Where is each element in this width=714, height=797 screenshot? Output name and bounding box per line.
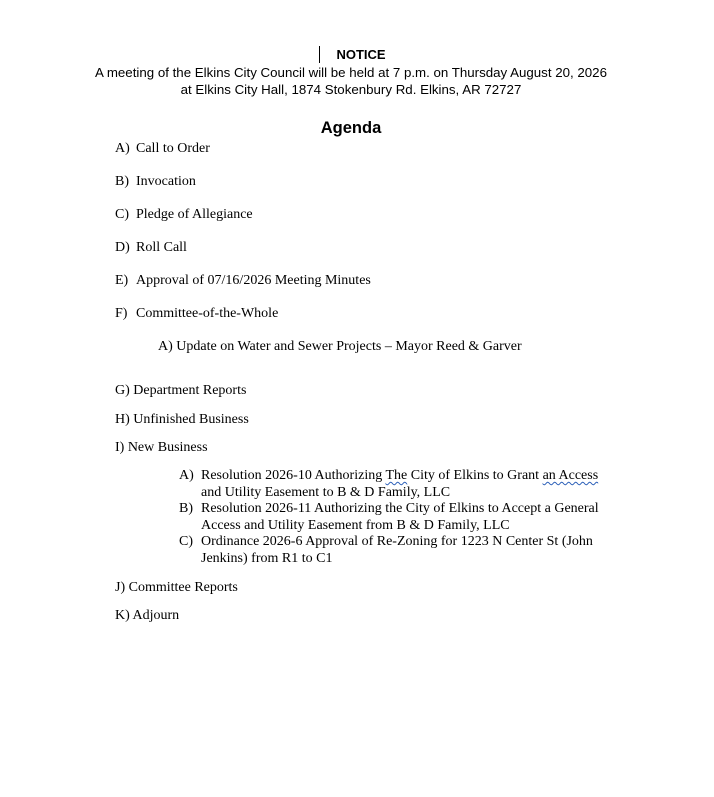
agenda-item-text: Approval of 07/16/2026 Meeting Minutes — [136, 273, 371, 288]
agenda-item-text: Committee-of-the-Whole — [136, 306, 279, 321]
sub-item-line: Ordinance 2026-6 Approval of Re-Zoning for 1223 N Center St (John — [201, 534, 593, 549]
sub-item-line — [201, 468, 598, 484]
agenda-item-committee-of-the-whole — [115, 306, 278, 322]
agenda-item-pledge — [115, 207, 253, 223]
new-business-item-ordinance-2026-6 — [179, 534, 629, 568]
spelling-marked-phrase: an Access — [542, 468, 599, 483]
agenda-item-department-reports: G) Department Reports — [115, 383, 247, 398]
sub-item-text: City of Elkins to Grant — [407, 468, 543, 483]
notice-title: NOTICE — [336, 47, 386, 62]
sub-item-letter: A) — [179, 468, 194, 483]
agenda-item-text: Roll Call — [136, 240, 187, 255]
agenda-item-adjourn: K) Adjourn — [115, 608, 180, 623]
agenda-item-invocation — [115, 174, 196, 190]
agenda-item-roll-call — [115, 240, 187, 256]
agenda-item-text: Pledge of Allegiance — [136, 207, 253, 222]
agenda-item-text: Call to Order — [136, 141, 210, 156]
new-business-item-resolution-2026-11 — [179, 501, 629, 535]
agenda-title: Agenda — [320, 119, 382, 137]
sub-item-line-2: Access and Utility Easement from B & D Family, LLC — [201, 518, 510, 533]
spelling-marked-word: The — [385, 468, 408, 483]
new-business-item-resolution-2026-10 — [179, 468, 629, 502]
agenda-item-minutes-approval — [115, 273, 371, 289]
agenda-item-letter: F) — [115, 306, 128, 321]
agenda-item-new-business: I) New Business — [115, 440, 208, 455]
agenda-item-unfinished-business: H) Unfinished Business — [115, 412, 249, 427]
agenda-item-text: Invocation — [136, 174, 196, 189]
notice-location-line: at Elkins City Hall, 1874 Stokenbury Rd. Elkins, AR 72727 — [180, 82, 522, 97]
sub-item-text: Resolution 2026-10 Authorizing — [201, 468, 386, 483]
sub-item-letter: C) — [179, 534, 193, 549]
sub-item-letter: B) — [179, 501, 193, 516]
agenda-item-letter: D) — [115, 240, 130, 255]
agenda-subitem-water-sewer-update: A) Update on Water and Sewer Projects – Mayor Reed & Garver — [158, 339, 522, 354]
agenda-item-committee-reports: J) Committee Reports — [115, 580, 238, 595]
sub-item-line: Resolution 2026-11 Authorizing the City of Elkins to Accept a General — [201, 501, 599, 516]
agenda-item-letter: B) — [115, 174, 129, 189]
agenda-item-letter: A) — [115, 141, 130, 156]
sub-item-line-2: and Utility Easement to B & D Family, LLC — [201, 485, 451, 500]
notice-meeting-line: A meeting of the Elkins City Council will be held at 7 p.m. on Thursday August 20, 2026 — [95, 65, 607, 80]
agenda-item-call-to-order — [115, 141, 210, 157]
agenda-item-letter: E) — [115, 273, 129, 288]
agenda-item-letter: C) — [115, 207, 129, 222]
sub-item-line-2: Jenkins) from R1 to C1 — [201, 551, 333, 566]
